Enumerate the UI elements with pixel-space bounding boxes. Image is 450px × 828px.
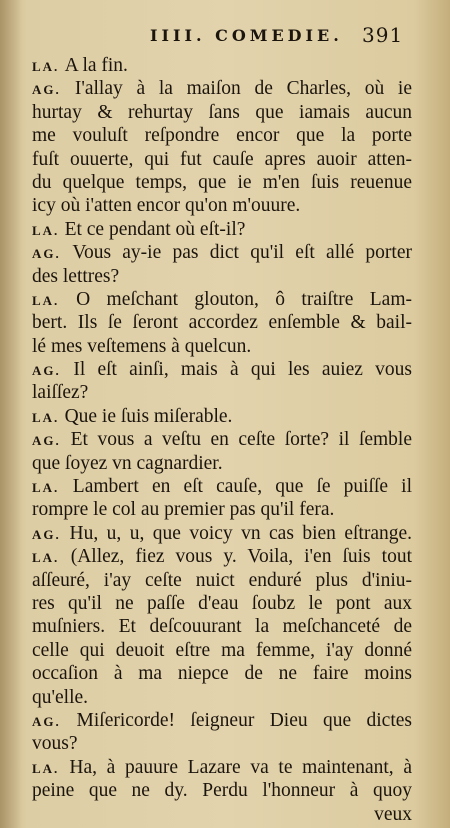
speaker-label: AG. xyxy=(32,246,73,262)
line-text: peine que ne dy. Perdu l'honneur à quoy xyxy=(32,780,412,802)
line-text: Que ie ſuis miſerable. xyxy=(64,405,233,427)
text-block xyxy=(32,54,412,826)
running-head: IIII. COMEDIE. xyxy=(150,26,343,45)
line-text: res qu'il ne paſſe d'eau ſoubz le pont aux xyxy=(32,592,412,614)
text-line xyxy=(32,545,412,568)
text-line xyxy=(32,311,412,334)
line-text: Vous ay-ie pas dict qu'il eſt allé porter xyxy=(72,242,412,264)
line-text: Et ce pendant où eſt-il? xyxy=(64,218,246,240)
text-line xyxy=(32,615,412,638)
text-line xyxy=(32,77,412,100)
text-line xyxy=(32,288,412,311)
line-text: muſniers. Et deſcouurant la meſchanceté de xyxy=(32,616,412,638)
text-line xyxy=(32,428,412,451)
line-text: Lambert en eſt cauſe, que ſe puiſſe il xyxy=(72,476,412,498)
line-text: (Allez, fiez vous y. Voila, i'en ſuis tout xyxy=(70,546,412,568)
text-line xyxy=(32,452,412,475)
text-line xyxy=(32,335,412,358)
text-line xyxy=(32,779,412,802)
line-text: A la fin. xyxy=(64,55,128,76)
text-line xyxy=(32,124,412,147)
line-text: aſſeuré, i'ay ceſte nuict enduré plus d'iniu- xyxy=(32,569,412,591)
speaker-label: AG. xyxy=(32,526,70,542)
text-line xyxy=(32,54,412,77)
text-line xyxy=(32,218,412,241)
line-text: bert. Ils ſe ſeront accordez enſemble & bail- xyxy=(32,312,412,334)
line-text: O meſchant glouton, ô traiſtre Lam- xyxy=(76,288,412,310)
speaker-label: LA. xyxy=(32,59,65,74)
line-text: hurtay & rehurtay ſans que iamais aucun xyxy=(32,101,412,123)
page-number: 391 xyxy=(362,23,404,47)
line-text: occaſion à ma niepce de ne faire moins xyxy=(32,663,412,685)
gutter-shadow xyxy=(0,0,22,828)
text-line xyxy=(32,732,412,755)
speaker-label: LA. xyxy=(32,292,77,308)
catchword: veux xyxy=(374,803,412,825)
text-line xyxy=(32,686,412,709)
line-text: qu'elle. xyxy=(32,686,89,708)
text-line xyxy=(32,569,412,592)
line-text: me vouluſt reſpondre encor que la porte xyxy=(32,125,412,147)
line-text: I'allay à la maiſon de Charles, où ie xyxy=(74,78,413,100)
text-line xyxy=(32,148,412,171)
speaker-label: LA. xyxy=(32,222,65,238)
line-text: icy où i'atten encor qu'on m'ouure. xyxy=(32,195,301,217)
line-text: rompre le col au premier pas qu'il fera. xyxy=(32,499,335,521)
speaker-label: AG. xyxy=(32,433,71,449)
text-line xyxy=(32,662,412,685)
line-text: lé mes veſtemens à quelcun. xyxy=(32,335,252,357)
text-line xyxy=(32,498,412,521)
line-text: du quelque temps, que ie m'en ſuis reuenue xyxy=(32,171,412,193)
line-text: des lettres? xyxy=(32,265,120,287)
text-line xyxy=(32,171,412,194)
line-text: celle qui deuoit eſtre ma femme, i'ay donné xyxy=(32,639,412,661)
text-line xyxy=(32,101,412,124)
speaker-label: AG. xyxy=(32,363,74,379)
line-text: que ſoyez vn cagnardier. xyxy=(32,452,223,474)
line-text: fuſt ouuerte, qui fut cauſe apres auoir atten- xyxy=(32,148,412,170)
text-line xyxy=(32,405,412,428)
line-text: Miſericorde! ſeigneur Dieu que dictes xyxy=(76,709,412,731)
text-line xyxy=(32,358,412,381)
speaker-label: AG. xyxy=(32,82,75,98)
text-line xyxy=(32,194,412,217)
text-line xyxy=(32,709,412,732)
text-line xyxy=(32,592,412,615)
line-text: Il eſt ainſi, mais à qui les auiez vous xyxy=(73,359,412,381)
speaker-label: LA. xyxy=(32,760,70,776)
text-line xyxy=(32,756,412,779)
text-line xyxy=(32,639,412,662)
line-text: Hu, u, u, que voicy vn cas bien eſtrange. xyxy=(69,522,412,544)
text-line xyxy=(32,381,412,404)
line-text: Ha, à pauure Lazare va te maintenant, à xyxy=(69,756,412,778)
speaker-label: AG. xyxy=(32,713,77,729)
line-text: laiſſez? xyxy=(32,382,89,404)
text-line xyxy=(32,475,412,498)
text-line xyxy=(32,522,412,545)
line-text: vous? xyxy=(32,733,78,755)
speaker-label: LA. xyxy=(32,409,65,425)
speaker-label: LA. xyxy=(32,480,73,496)
text-line xyxy=(32,265,412,288)
line-text: Et vous a veſtu en ceſte ſorte? il ſemble xyxy=(70,429,413,451)
page-header xyxy=(0,20,450,50)
text-line xyxy=(32,241,412,264)
speaker-label: LA. xyxy=(32,550,71,566)
